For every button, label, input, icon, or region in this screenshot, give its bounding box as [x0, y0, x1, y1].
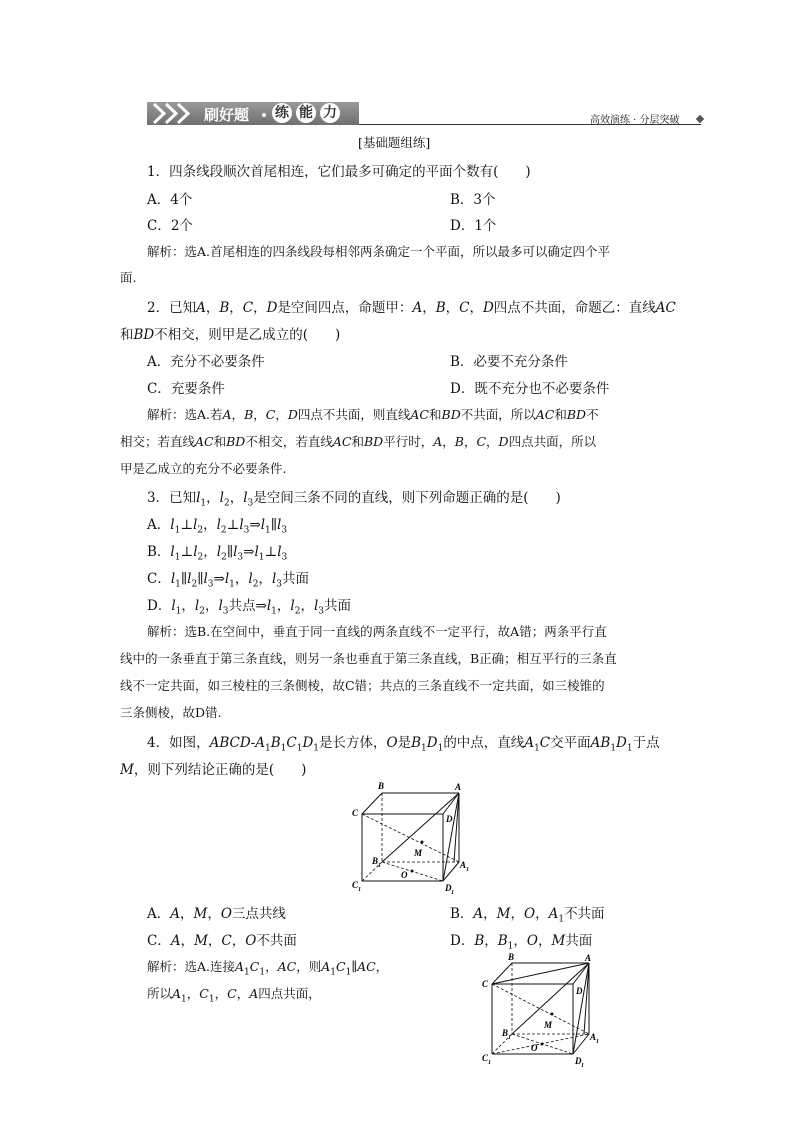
- fig2-label-d1: D: [575, 1056, 582, 1066]
- header-char-1: 练: [272, 103, 292, 123]
- fig2-sub-a1: 1: [596, 1039, 599, 1045]
- fig2-label-a: A: [585, 953, 592, 963]
- diamond-icon: [696, 115, 704, 123]
- fig2-sub-b1: 1: [508, 1035, 511, 1041]
- fig1-label-d1: D: [445, 883, 452, 893]
- fig1-label-o: O: [401, 870, 408, 880]
- q1-option-d: D．1个: [450, 218, 497, 234]
- q3-option-b: B．$l_1\perp l_2$，$l_2\parallel l_3\Rightarrow l_1\perp l_3$: [147, 544, 288, 563]
- cuboid-figure-1: [346, 780, 476, 896]
- fig2-sub-c1: 1: [488, 1060, 491, 1066]
- header-char-2: 能: [296, 103, 316, 123]
- q3-option-a: A．$l_1\perp l_2$，$l_2\perp l_3\Rightarrow l_1\parallel l_3$: [147, 517, 288, 536]
- q4-stem-line1: 4．如图，ABCD-$A_1B_1C_1D_1$是长方体，O是$B_1D_1$的中点，直线$A_1C$交平面$AB_1D_1$于点: [147, 735, 660, 754]
- fig2-label-b: B: [508, 952, 515, 962]
- fig2-label-a1: A: [590, 1032, 597, 1042]
- fig2-label-c1: C: [482, 1053, 489, 1063]
- fig2-label-b1: B: [502, 1028, 509, 1038]
- q1-solution-line1: 解析：选A.首尾相连的四条线段每相邻两条确定一个平面，所以最多可以确定四个平: [147, 244, 611, 259]
- fig2-label-m: M: [544, 1020, 553, 1030]
- fig1-label-c: C: [352, 808, 359, 818]
- section-title: [基础题组练]: [358, 135, 431, 150]
- fig1-label-b1: B: [372, 856, 379, 866]
- q2-option-a: A．充分不必要条件: [147, 354, 265, 370]
- fig2-label-c: C: [482, 979, 489, 989]
- fig1-sub-c1: 1: [358, 887, 361, 893]
- q4-stem-line2: M，则下列结论正确的是( ): [120, 762, 307, 778]
- fig1-label-c1: C: [352, 880, 359, 890]
- fig1-label-a: A: [455, 782, 462, 792]
- chevron-icon: [150, 102, 196, 125]
- q3-solution-line4: 三条侧棱，故D错.: [120, 705, 222, 720]
- q2-solution-line1: 解析：选A.若A，B，C，D四点不共面，则直线AC和BD不共面，所以AC和BD不: [147, 407, 599, 422]
- q4-option-a: A．A，M，O三点共线: [147, 906, 286, 922]
- q3-stem: 3．已知$l_1$，$l_2$，$l_3$是空间三条不同的直线，则下列命题正确的是( ): [147, 490, 561, 509]
- q1-option-c: C．2个: [147, 218, 193, 234]
- q4-solution-line2: 所以$A_1$，$C_1$，C，A四点共面，: [147, 986, 321, 1005]
- fig2-sub-d1: 1: [581, 1063, 584, 1069]
- cuboid-figure-2: [476, 950, 606, 1070]
- fig2-label-o: O: [531, 1043, 538, 1053]
- q2-stem-line1: 2．已知A，B，C，D是空间四点，命题甲：A，B，C，D四点不共面，命题乙：直线AC: [147, 300, 676, 316]
- q1-option-a: A．4个: [147, 192, 193, 208]
- q2-solution-line3: 甲是乙成立的充分不必要条件.: [120, 461, 287, 476]
- q3-option-d: D．$l_1$，$l_2$，$l_3$共点$\Rightarrow l_1$，$l_2$，$l_3$共面: [147, 598, 352, 617]
- fig1-label-d: D: [446, 814, 453, 824]
- q2-solution-line2: 相交；若直线AC和BD不相交，若直线AC和BD平行时，A，B，C，D四点共面，所以: [120, 434, 597, 449]
- q4-option-b: B．A，M，O，$A_1$不共面: [450, 906, 605, 925]
- fig1-label-m: M: [414, 848, 423, 858]
- fig1-label-b: B: [378, 781, 385, 791]
- fig1-sub-d1: 1: [451, 890, 454, 896]
- q2-option-b: B．必要不充分条件: [450, 354, 568, 370]
- fig2-label-d: D: [576, 986, 583, 996]
- q3-solution-line3: 线不一定共面，如三棱柱的三条侧棱，故C错；共点的三条直线不一定共面，如三棱锥的: [120, 678, 605, 693]
- fig1-sub-b1: 1: [378, 863, 381, 869]
- q2-option-c: C．充要条件: [147, 381, 225, 397]
- fig1-sub-a1: 1: [466, 867, 469, 873]
- header-dot: [262, 113, 266, 117]
- q4-option-c: C．A，M，C，O不共面: [147, 933, 297, 949]
- header-right-text: 高效演练 · 分层突破: [590, 115, 680, 126]
- header-char-3: 力: [320, 103, 340, 123]
- q2-stem-line2: 和BD不相交，则甲是乙成立的( ): [120, 327, 341, 343]
- q4-option-d: D．B，$B_1$，O，M共面: [450, 933, 593, 952]
- q1-stem: 1．四条线段顺次首尾相连，它们最多可确定的平面个数有( ): [147, 164, 531, 180]
- q2-option-d: D．既不充分也不必要条件: [450, 381, 610, 397]
- q4-solution-line1: 解析：选A.连接$A_1C_1$，AC，则$A_1C_1\parallel AC$，: [147, 959, 389, 978]
- q3-solution-line1: 解析：选B.在空间中，垂直于同一直线的两条直线不一定平行，故A错；两条平行直: [147, 624, 607, 639]
- q3-solution-line2: 线中的一条垂直于第三条直线，则另一条也垂直于第三条直线，B正确；相互平行的三条直: [120, 651, 617, 666]
- q3-option-c: C．$l_1\parallel l_2\parallel l_3\Rightarrow l_1$，$l_2$，$l_3$共面: [147, 571, 310, 590]
- q1-option-b: B．3个: [450, 192, 496, 208]
- header-title: 刷好题: [204, 106, 250, 124]
- q1-solution-line2: 面.: [120, 270, 137, 285]
- fig1-label-a1: A: [460, 860, 467, 870]
